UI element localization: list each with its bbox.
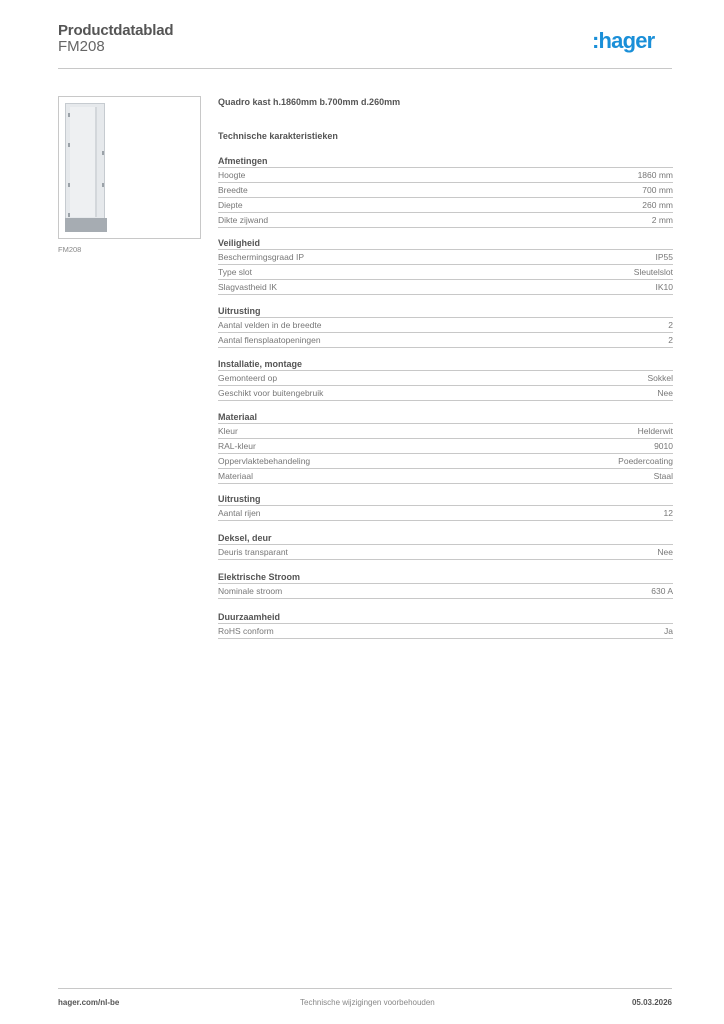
spec-label: RoHS conform [218,626,274,636]
spec-label: Type slot [218,267,253,277]
spec-section [218,493,673,521]
spec-label: Breedte [218,185,248,195]
header-divider [58,68,672,69]
document-title: Productdatablad [58,22,174,39]
spec-section [218,155,673,228]
spec-label: Beschermingsgraad IP [218,252,304,262]
spec-row [218,213,673,228]
spec-value: Staal [653,471,673,481]
spec-section [218,237,673,295]
spec-row [218,545,673,560]
section-heading: Uitrusting [218,493,673,506]
spec-row [218,183,673,198]
spec-label: Nominale stroom [218,586,283,596]
spec-value: IP55 [655,252,673,262]
cabinet-illustration-icon [65,103,107,233]
spec-row [218,584,673,599]
footer-date: 05.03.2026 [631,998,672,1007]
spec-value: Helderwit [637,426,673,436]
spec-value: IK10 [655,282,673,292]
spec-value: 9010 [654,441,673,451]
spec-row [218,198,673,213]
footer-divider [58,988,672,989]
spec-section [218,411,673,484]
spec-row [218,318,673,333]
spec-label: Aantal velden in de breedte [218,320,322,330]
spec-label: Oppervlaktebehandeling [218,456,311,466]
spec-row [218,624,673,639]
section-heading: Uitrusting [218,305,673,318]
spec-row [218,469,673,484]
spec-row [218,371,673,386]
spec-label: Diepte [218,200,243,210]
spec-value: Poedercoating [618,456,673,466]
spec-value: Nee [657,547,673,557]
spec-label: Gemonteerd op [218,373,278,383]
spec-value: 2 [668,335,673,345]
spec-value: Ja [664,626,673,636]
spec-value: Sleutelslot [633,267,673,277]
footer-website-link[interactable]: hager.com/nl-be [58,998,120,1007]
section-heading: Duurzaamheid [218,611,673,624]
spec-label: Dikte zijwand [218,215,269,225]
spec-value: 2 mm [651,215,673,225]
spec-section [218,358,673,401]
spec-label: Aantal flensplaatopeningen [218,335,321,345]
spec-value: 12 [663,508,673,518]
image-caption: FM208 [58,245,82,254]
spec-value: 260 mm [642,200,673,210]
spec-label: Hoogte [218,170,246,180]
spec-label: Slagvastheid IK [218,282,278,292]
section-heading: Installatie, montage [218,358,673,371]
spec-label: RAL-kleur [218,441,256,451]
spec-row [218,386,673,401]
spec-section [218,305,673,348]
spec-value: Sokkel [647,373,673,383]
spec-row [218,168,673,183]
hager-logo: :hager [592,28,655,53]
spec-row [218,280,673,295]
product-name: Quadro kast h.1860mm b.700mm d.260mm [218,97,401,107]
spec-value: 630 A [651,586,673,596]
spec-row [218,439,673,454]
spec-row [218,250,673,265]
spec-label: Materiaal [218,471,253,481]
spec-label: Aantal rijen [218,508,261,518]
product-image [58,96,201,239]
spec-row [218,265,673,280]
footer-disclaimer: Technische wijzigingen voorbehouden [300,998,435,1007]
section-heading: Materiaal [218,411,673,424]
spec-row [218,506,673,521]
tech-characteristics-title: Technische karakteristieken [218,131,338,141]
spec-section [218,571,673,599]
product-code: FM208 [58,38,105,55]
spec-row [218,454,673,469]
spec-row [218,333,673,348]
spec-section [218,611,673,639]
spec-label: Geschikt voor buitengebruik [218,388,324,398]
spec-value: Nee [657,388,673,398]
section-heading: Elektrische Stroom [218,571,673,584]
spec-section [218,532,673,560]
section-heading: Veiligheid [218,237,673,250]
spec-value: 700 mm [642,185,673,195]
spec-label: Kleur [218,426,238,436]
spec-row [218,424,673,439]
section-heading: Afmetingen [218,155,673,168]
section-heading: Deksel, deur [218,532,673,545]
spec-label: Deuris transparant [218,547,288,557]
spec-value: 1860 mm [637,170,673,180]
spec-value: 2 [668,320,673,330]
